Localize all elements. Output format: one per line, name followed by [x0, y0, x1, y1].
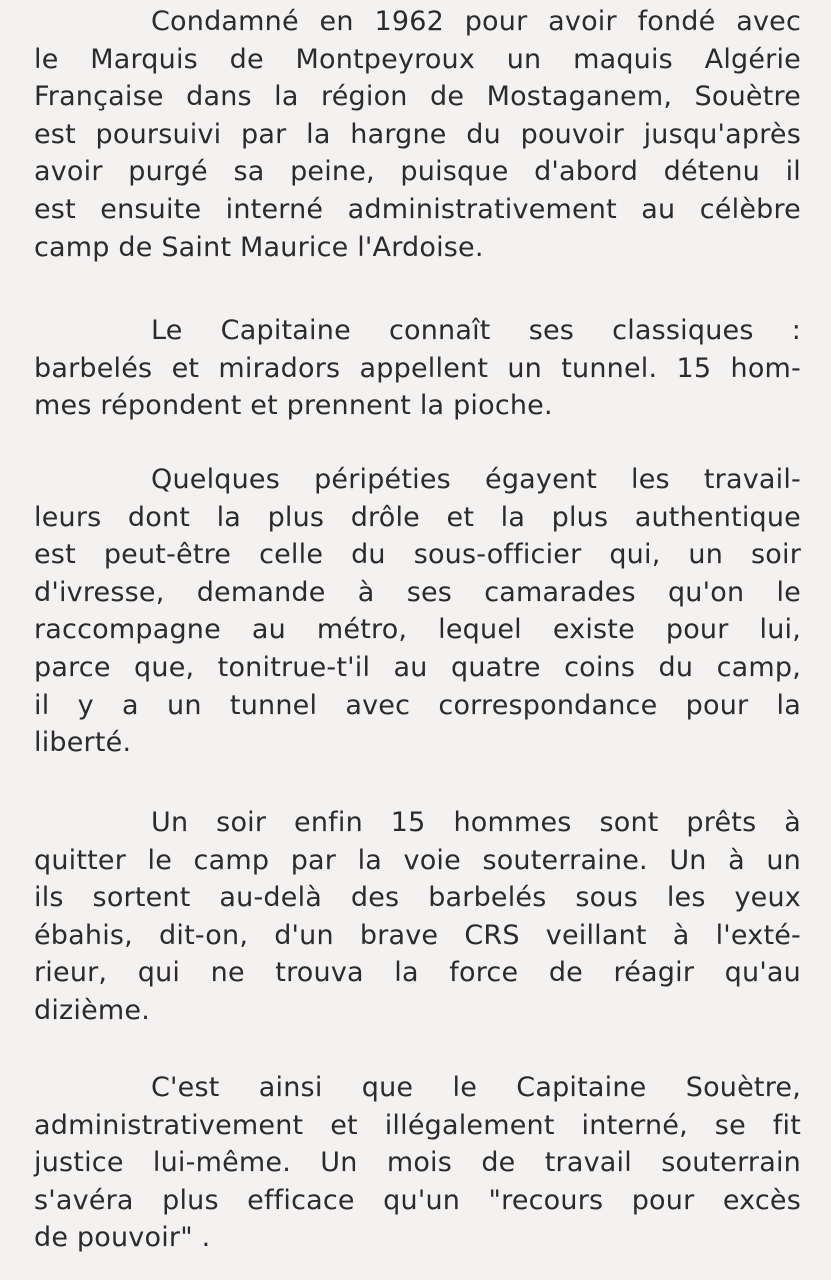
paragraph-4 — [34, 804, 801, 1030]
text-line: quitter le camp par la voie souterraine. Un à un — [34, 844, 801, 876]
text-line: barbelés et miradors appellent un tunnel. 15 hom- — [34, 352, 801, 384]
text-line: administrativement et illégalement interné, se fit — [34, 1109, 801, 1141]
text-line: liberté. — [34, 727, 132, 759]
text-line: il y a un tunnel avec correspondance pour la — [34, 689, 801, 721]
text-line: Le Capitaine connaît ses classiques : — [151, 315, 801, 346]
text-line: avoir purgé sa peine, puisque d'abord détenu il — [34, 156, 801, 188]
text-line: ils sortent au-delà des barbelés sous les yeux — [34, 882, 801, 914]
text-line: leurs dont la plus drôle et la plus authentique — [34, 501, 801, 533]
paragraph-2 — [34, 312, 801, 425]
text-line: camp de Saint Maurice l'Ardoise. — [34, 231, 484, 263]
text-line: est ensuite interné administrativement au célèbre — [34, 193, 801, 225]
text-line: Condamné en 1962 pour avoir fondé avec — [151, 6, 801, 37]
text-line: Un soir enfin 15 hommes sont prêts à — [151, 807, 801, 838]
text-line: Quelques péripéties égayent les travail- — [151, 464, 801, 495]
text-line: justice lui-même. Un mois de travail souterrain — [34, 1147, 801, 1179]
text-line: est peut-être celle du sous-officier qui, un soir — [34, 539, 801, 571]
text-line: C'est ainsi que le Capitaine Souètre, — [151, 1072, 801, 1103]
text-line: s'avéra plus efficace qu'un "recours pour excès — [34, 1184, 801, 1216]
text-line: Française dans la région de Mostaganem, Souètre — [34, 81, 801, 113]
text-line: ébahis, dit-on, d'un brave CRS veillant à l'exté- — [34, 919, 801, 951]
text-line: parce que, tonitrue-t'il au quatre coins du camp, — [34, 651, 801, 683]
paragraph-1 — [34, 3, 801, 266]
paragraph-3 — [34, 461, 801, 762]
text-line: est poursuivi par la hargne du pouvoir jusqu'après — [34, 118, 801, 150]
text-line: d'ivresse, demande à ses camarades qu'on le — [34, 576, 801, 608]
text-line: rieur, qui ne trouva la force de réagir qu'au — [34, 957, 801, 989]
text-line: le Marquis de Montpeyroux un maquis Algérie — [34, 43, 801, 75]
text-line: de pouvoir" . — [34, 1222, 211, 1254]
paragraph-5 — [34, 1069, 801, 1257]
text-line: dizième. — [34, 994, 151, 1026]
text-line: raccompagne au métro, lequel existe pour lui, — [34, 614, 801, 646]
text-line: mes répondent et prennent la pioche. — [34, 390, 553, 422]
